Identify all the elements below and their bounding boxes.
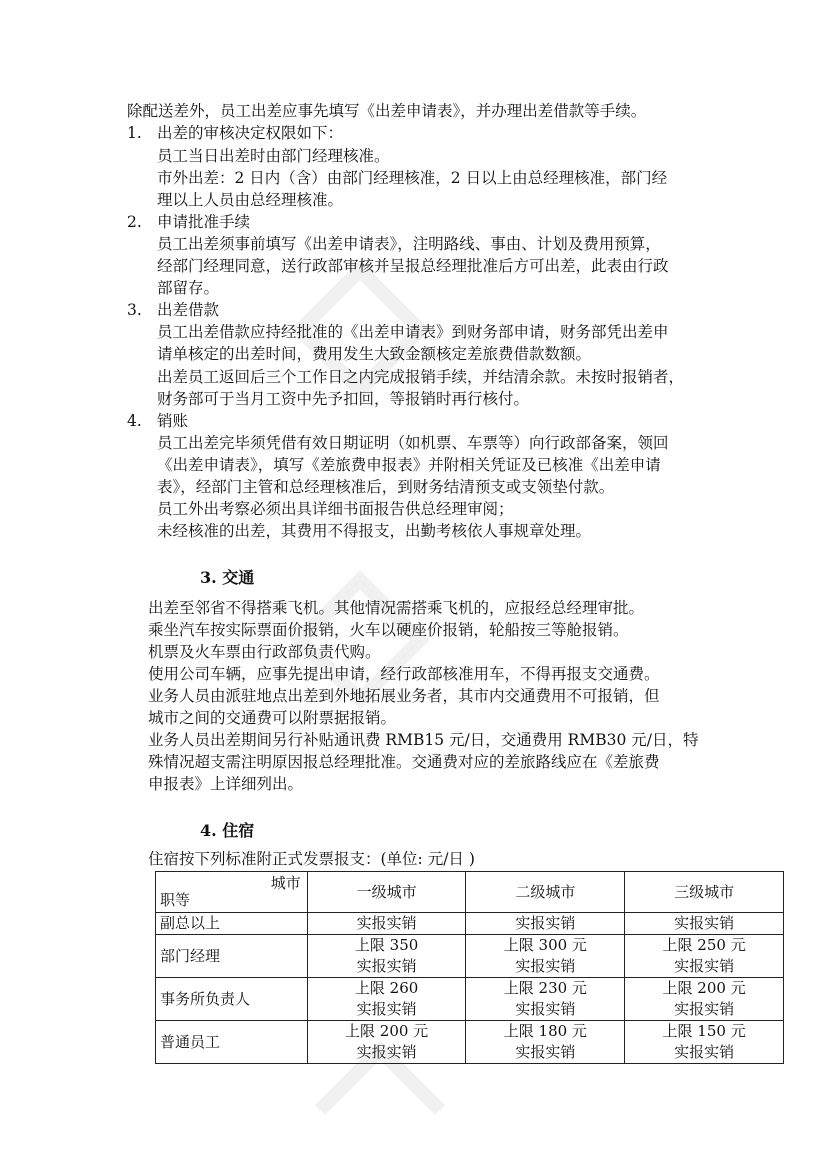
cell-note: 实报实销 (674, 1000, 735, 1018)
cell-note: 实报实销 (515, 1000, 576, 1018)
section-2-number: 2. (127, 213, 142, 231)
transport-line: 业务人员出差期间另行补贴通讯费 RMB15 元/日，交通费用 RMB30 元/日，特 (148, 731, 699, 749)
transport-line: 出差至邻省不得搭乘飞机。其他情况需搭乘飞机的，应报经总经理审批。 (148, 599, 645, 617)
cell-note: 实报实销 (356, 1000, 417, 1018)
transport-line: 业务人员由派驻地点出差到外地拓展业务者，其市内交通费用不可报销，但 (148, 687, 660, 705)
corner-rank-label: 职等 (160, 891, 191, 909)
lodging-heading: 4. 住宿 (200, 821, 255, 840)
section-4-title: 销账 (157, 412, 189, 430)
section-1-line: 市外出差：2 日内（含）由部门经理核准，2 日以上由总经理核准，部门经 (157, 169, 668, 187)
cell-note: 实报实销 (356, 957, 417, 975)
transport-line: 申报表》上详细列出。 (148, 775, 304, 793)
cell-limit: 上限 260 (354, 979, 419, 997)
cell-limit: 上限 200 元 (662, 979, 746, 997)
section-1-line: 理以上人员由总经理核准。 (157, 191, 344, 209)
cell-note: 实报实销 (515, 1043, 576, 1061)
section-2-title: 申请批准手续 (157, 213, 251, 231)
section-3-number: 3. (127, 301, 142, 319)
section-4-line: 表》，经部门主管和总经理核准后，到财务结清预支或支领垫付款。 (157, 478, 615, 496)
transport-line: 殊情况超支需注明原因报总经理批准。交通费对应的差旅路线应在《差旅费 (148, 753, 660, 771)
section-4-line: 未经核准的出差，其费用不得报支，出勤考核依人事规章处理。 (157, 522, 592, 540)
column-header: 二级城市 (466, 872, 625, 913)
cell-note: 实报实销 (674, 957, 735, 975)
section-4-number: 4. (127, 412, 142, 430)
section-3-line: 出差员工返回后三个工作日之内完成报销手续，并结清余款。未按时报销者， (157, 368, 685, 386)
cell-limit: 上限 250 元 (662, 936, 746, 954)
section-4-line: 员工外出考察必须出具详细书面报告供总经理审阅； (157, 500, 514, 518)
table-cell (307, 935, 466, 978)
table-cell (625, 1021, 784, 1064)
section-3-line: 员工出差借款应持经批准的《出差申请表》到财务部申请，财务部凭出差申 (157, 323, 669, 341)
cell-limit: 上限 180 元 (503, 1022, 587, 1040)
table-cell (307, 1021, 466, 1064)
section-1-line: 员工当日出差时由部门经理核准。 (157, 147, 390, 165)
cell-note: 实报实销 (674, 1043, 735, 1061)
cell-limit: 上限 150 元 (662, 1022, 746, 1040)
cell-note: 实报实销 (356, 1043, 417, 1061)
table-cell (466, 935, 625, 978)
table-row (156, 1021, 784, 1064)
cell-limit: 上限 350 (354, 936, 419, 954)
table-header-row (156, 872, 784, 913)
section-2-line: 部留存。 (157, 279, 220, 297)
section-2-line: 经部门经理同意，送行政部审核并呈报总经理批准后方可出差，此表由行政 (157, 257, 669, 275)
lodging-standards-table (155, 871, 784, 1064)
cell-limit: 上限 300 元 (503, 936, 587, 954)
table-cell: 实报实销 (625, 913, 784, 935)
transport-line: 城市之间的交通费可以附票据报销。 (148, 709, 397, 727)
cell-limit: 上限 230 元 (503, 979, 587, 997)
cell-note: 实报实销 (515, 957, 576, 975)
section-3-line: 请单核定的出差时间，费用发生大致金额核定差旅费借款数额。 (157, 345, 592, 363)
section-1-number: 1. (127, 124, 142, 142)
intro-paragraph: 除配送差外，员工出差应事先填写《出差申请表》，并办理出差借款等手续。 (127, 102, 647, 120)
transport-line: 机票及火车票由行政部负责代购。 (148, 643, 381, 661)
section-4-line: 员工出差完毕须凭借有效日期证明（如机票、车票等）向行政部备案，领回 (157, 434, 669, 452)
table-row (156, 913, 784, 935)
table-corner-cell (156, 872, 308, 913)
row-label: 普通员工 (156, 1021, 308, 1064)
transport-heading: 3. 交通 (200, 568, 255, 587)
table-cell (625, 935, 784, 978)
lodging-caption: 住宿按下列标准附正式发票报支：(单位: 元/日 ) (148, 850, 475, 868)
section-4-line: 《出差申请表》，填写《差旅费申报表》并附相关凭证及已核准《出差申请 (157, 456, 661, 474)
table-cell (625, 978, 784, 1021)
cell-limit: 上限 200 元 (345, 1022, 429, 1040)
section-2-line: 员工出差须事前填写《出差申请表》，注明路线、事由、计划及费用预算， (157, 235, 661, 253)
section-3-title: 出差借款 (157, 301, 220, 319)
table-cell: 实报实销 (307, 913, 466, 935)
column-header: 一级城市 (307, 872, 466, 913)
section-3-line: 财务部可于当月工资中先予扣回，等报销时再行核付。 (157, 390, 530, 408)
row-label: 部门经理 (156, 935, 308, 978)
table-cell (466, 978, 625, 1021)
corner-city-label: 城市 (270, 874, 301, 892)
section-1-title: 出差的审核决定权限如下： (157, 124, 344, 142)
transport-line: 使用公司车辆，应事先提出申请，经行政部核准用车，不得再报支交通费。 (148, 665, 660, 683)
row-label: 副总以上 (156, 913, 308, 935)
table-cell (307, 978, 466, 1021)
table-row (156, 978, 784, 1021)
table-cell (466, 1021, 625, 1064)
table-cell: 实报实销 (466, 913, 625, 935)
table-row (156, 935, 784, 978)
transport-line: 乘坐汽车按实际票面价报销，火车以硬座价报销，轮船按三等舱报销。 (148, 621, 629, 639)
column-header: 三级城市 (625, 872, 784, 913)
row-label: 事务所负责人 (156, 978, 308, 1021)
